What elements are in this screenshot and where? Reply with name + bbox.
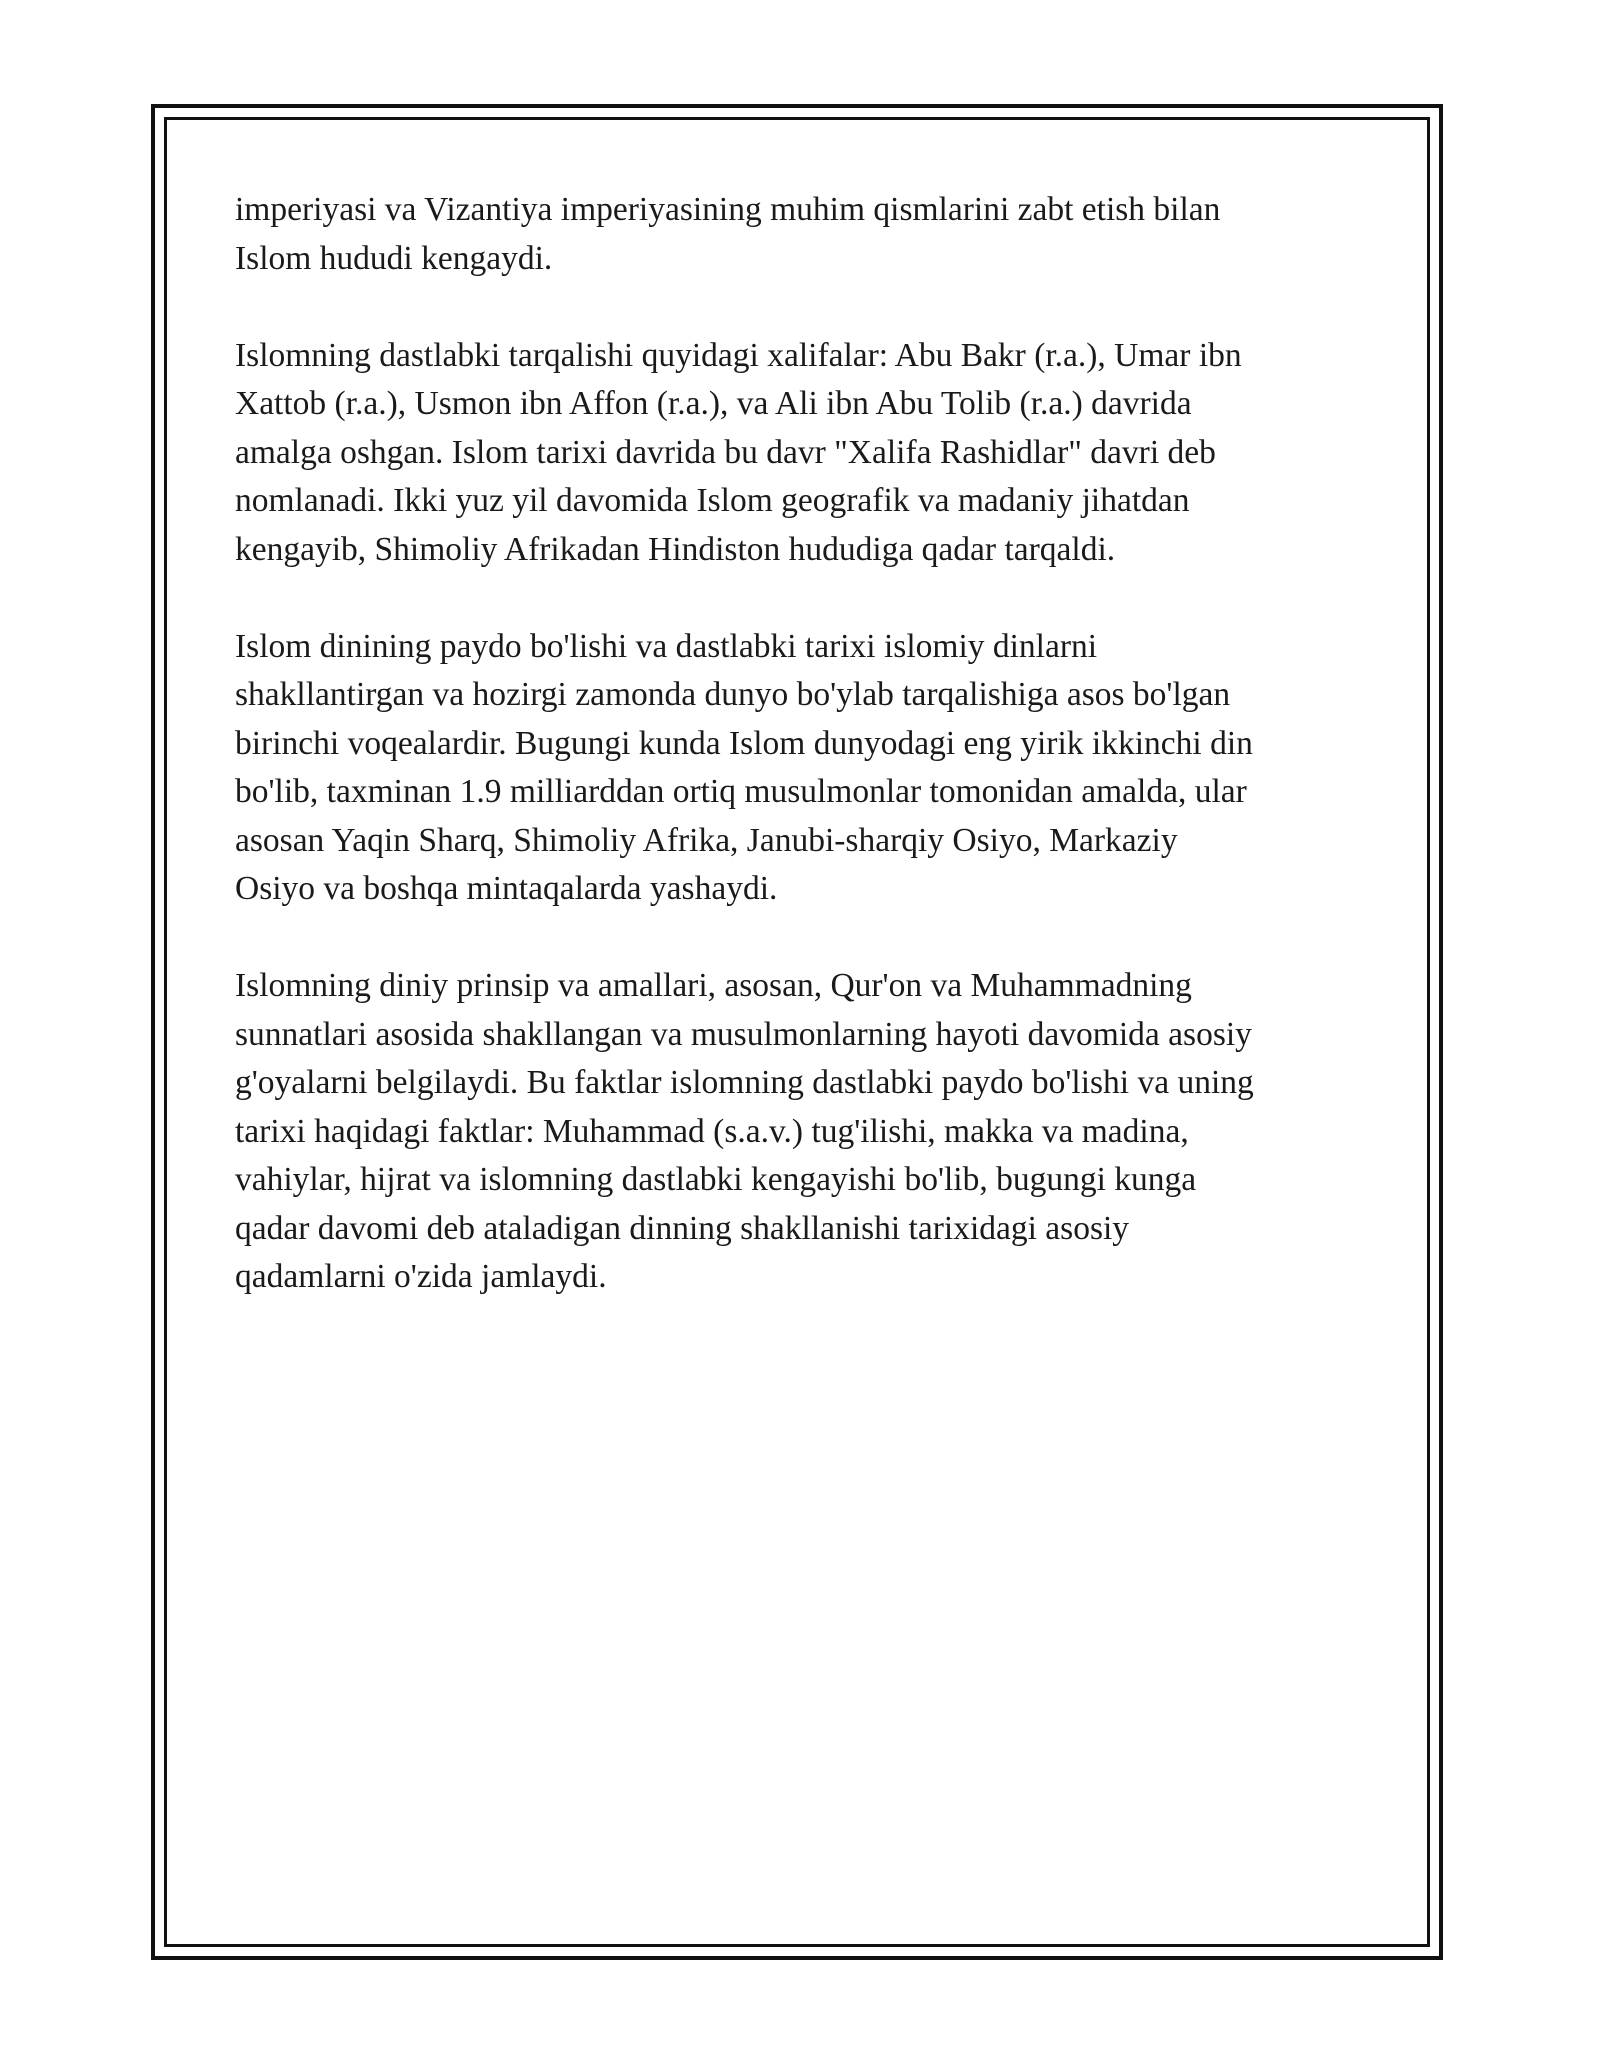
paragraph-3: Islom dinining paydo bo'lishi va dastlabki tarixi islomiy dinlarni shakllantirgan va hozirgi zamonda dunyo bo'ylab tarqalishiga asos bo'lgan birinchi voqealardir. Bugungi kunda Islom dunyodagi eng yirik ikkinchi din bo'lib, taxminan 1.9 milliarddan ortiq musulmonlar tomonidan amalda, ular asosan Yaqin Sharq, Shimoliy Afrika, Janubi-sharqiy Osiyo, Markaziy Osiyo va boshqa mintaqalarda yashaydi. xyxy=(235,627,1253,907)
document-body xyxy=(235,186,1375,1302)
paragraph-2: Islomning dastlabki tarqalishi quyidagi xalifalar: Abu Bakr (r.a.), Umar ibn Xattob (r.a.), Usmon ibn Affon (r.a.), va Ali ibn Abu Tolib (r.a.) davrida amalga oshgan. Islom tarixi davrida bu davr "Xalifa Rashidlar" davri deb nomlanadi. Ikki yuz yil davomida Islom geografik va madaniy jihatdan kengayib, Shimoliy Afrikadan Hindiston hududiga qadar tarqaldi. xyxy=(235,336,1242,568)
paragraph-1: imperiyasi va Vizantiya imperiyasining muhim qismlarini zabt etish bilan Islom hududi kengaydi. xyxy=(235,191,1221,277)
paragraph-4: Islomning diniy prinsip va amallari, asosan, Qur'on va Muhammadning sunnatlari asosida shakllangan va musulmonlarning hayoti davomida asosiy g'oyalarni belgilaydi. Bu faktlar islomning dastlabki paydo bo'lishi va uning tarixi haqidagi faktlar: Muhammad (s.a.v.) tug'ilishi, makka va madina, vahiylar, hijrat va islomning dastlabki kengayishi bo'lib, bugungi kunga qadar davomi deb ataladigan dinning shakllanishi tarixidagi asosiy qadamlarni o'zida jamlaydi. xyxy=(235,967,1254,1295)
